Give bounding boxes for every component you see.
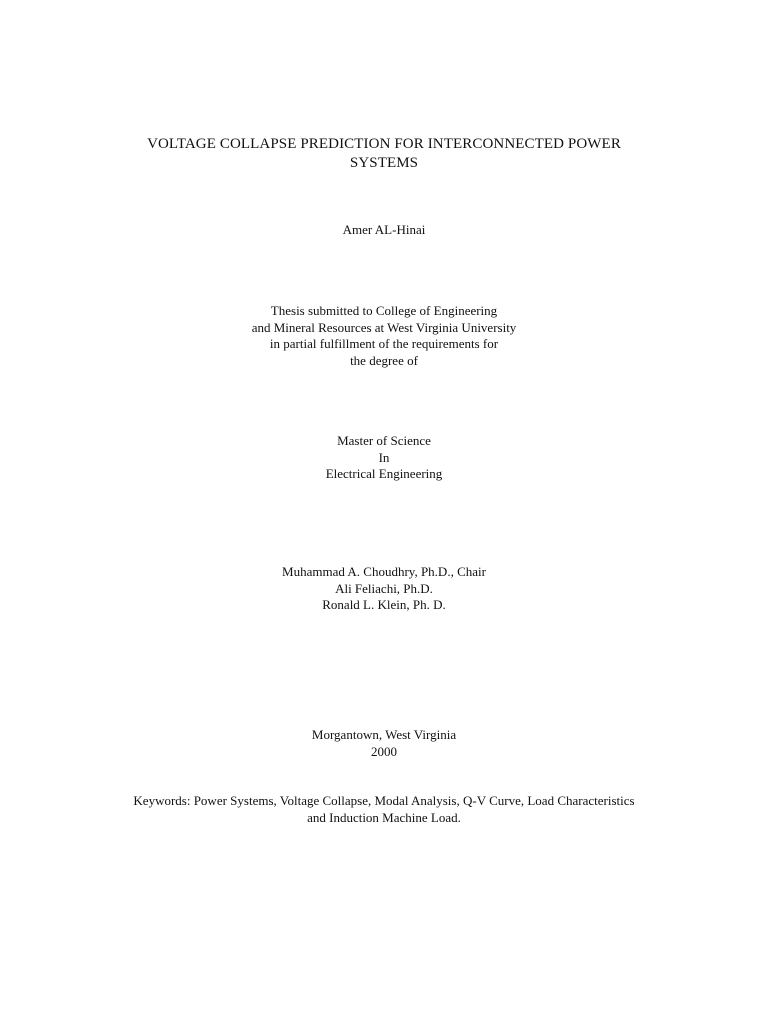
year: 2000: [371, 743, 397, 759]
place-and-year: [0, 727, 768, 760]
degree-section: [0, 433, 768, 483]
committee-section: [0, 564, 768, 614]
committee-member-1: Muhammad A. Choudhry, Ph.D., Chair: [282, 564, 486, 579]
thesis-title-line-1: VOLTAGE COLLAPSE PREDICTION FOR INTERCONNECTED POWER: [147, 136, 621, 152]
submission-statement: [0, 303, 768, 369]
location: Morgantown, West Virginia: [311, 727, 457, 742]
thesis-title: [0, 135, 768, 173]
submission-line-1: Thesis submitted to College of Engineering: [270, 303, 498, 318]
degree-line-2: In: [378, 449, 390, 465]
degree-line-1: Master of Science: [337, 433, 431, 448]
author-section: [0, 222, 768, 239]
keywords-line-2: and Induction Machine Load.: [307, 809, 461, 825]
keywords-line-1: Keywords: Power Systems, Voltage Collapse, Modal Analysis, Q-V Curve, Load Characteristics: [133, 793, 635, 808]
submission-line-2: and Mineral Resources at West Virginia University: [251, 319, 517, 335]
degree-line-3: Electrical Engineering: [325, 466, 443, 481]
submission-line-4: the degree of: [350, 352, 418, 368]
thesis-title-line-2: SYSTEMS: [349, 155, 419, 171]
author-name: Amer AL-Hinai: [342, 222, 426, 237]
submission-line-3: in partial fulfillment of the requirements for: [269, 336, 499, 351]
committee-member-3: Ronald L. Klein, Ph. D.: [322, 597, 446, 612]
committee-member-2: Ali Feliachi, Ph.D.: [335, 580, 433, 596]
keywords-section: [0, 793, 768, 826]
